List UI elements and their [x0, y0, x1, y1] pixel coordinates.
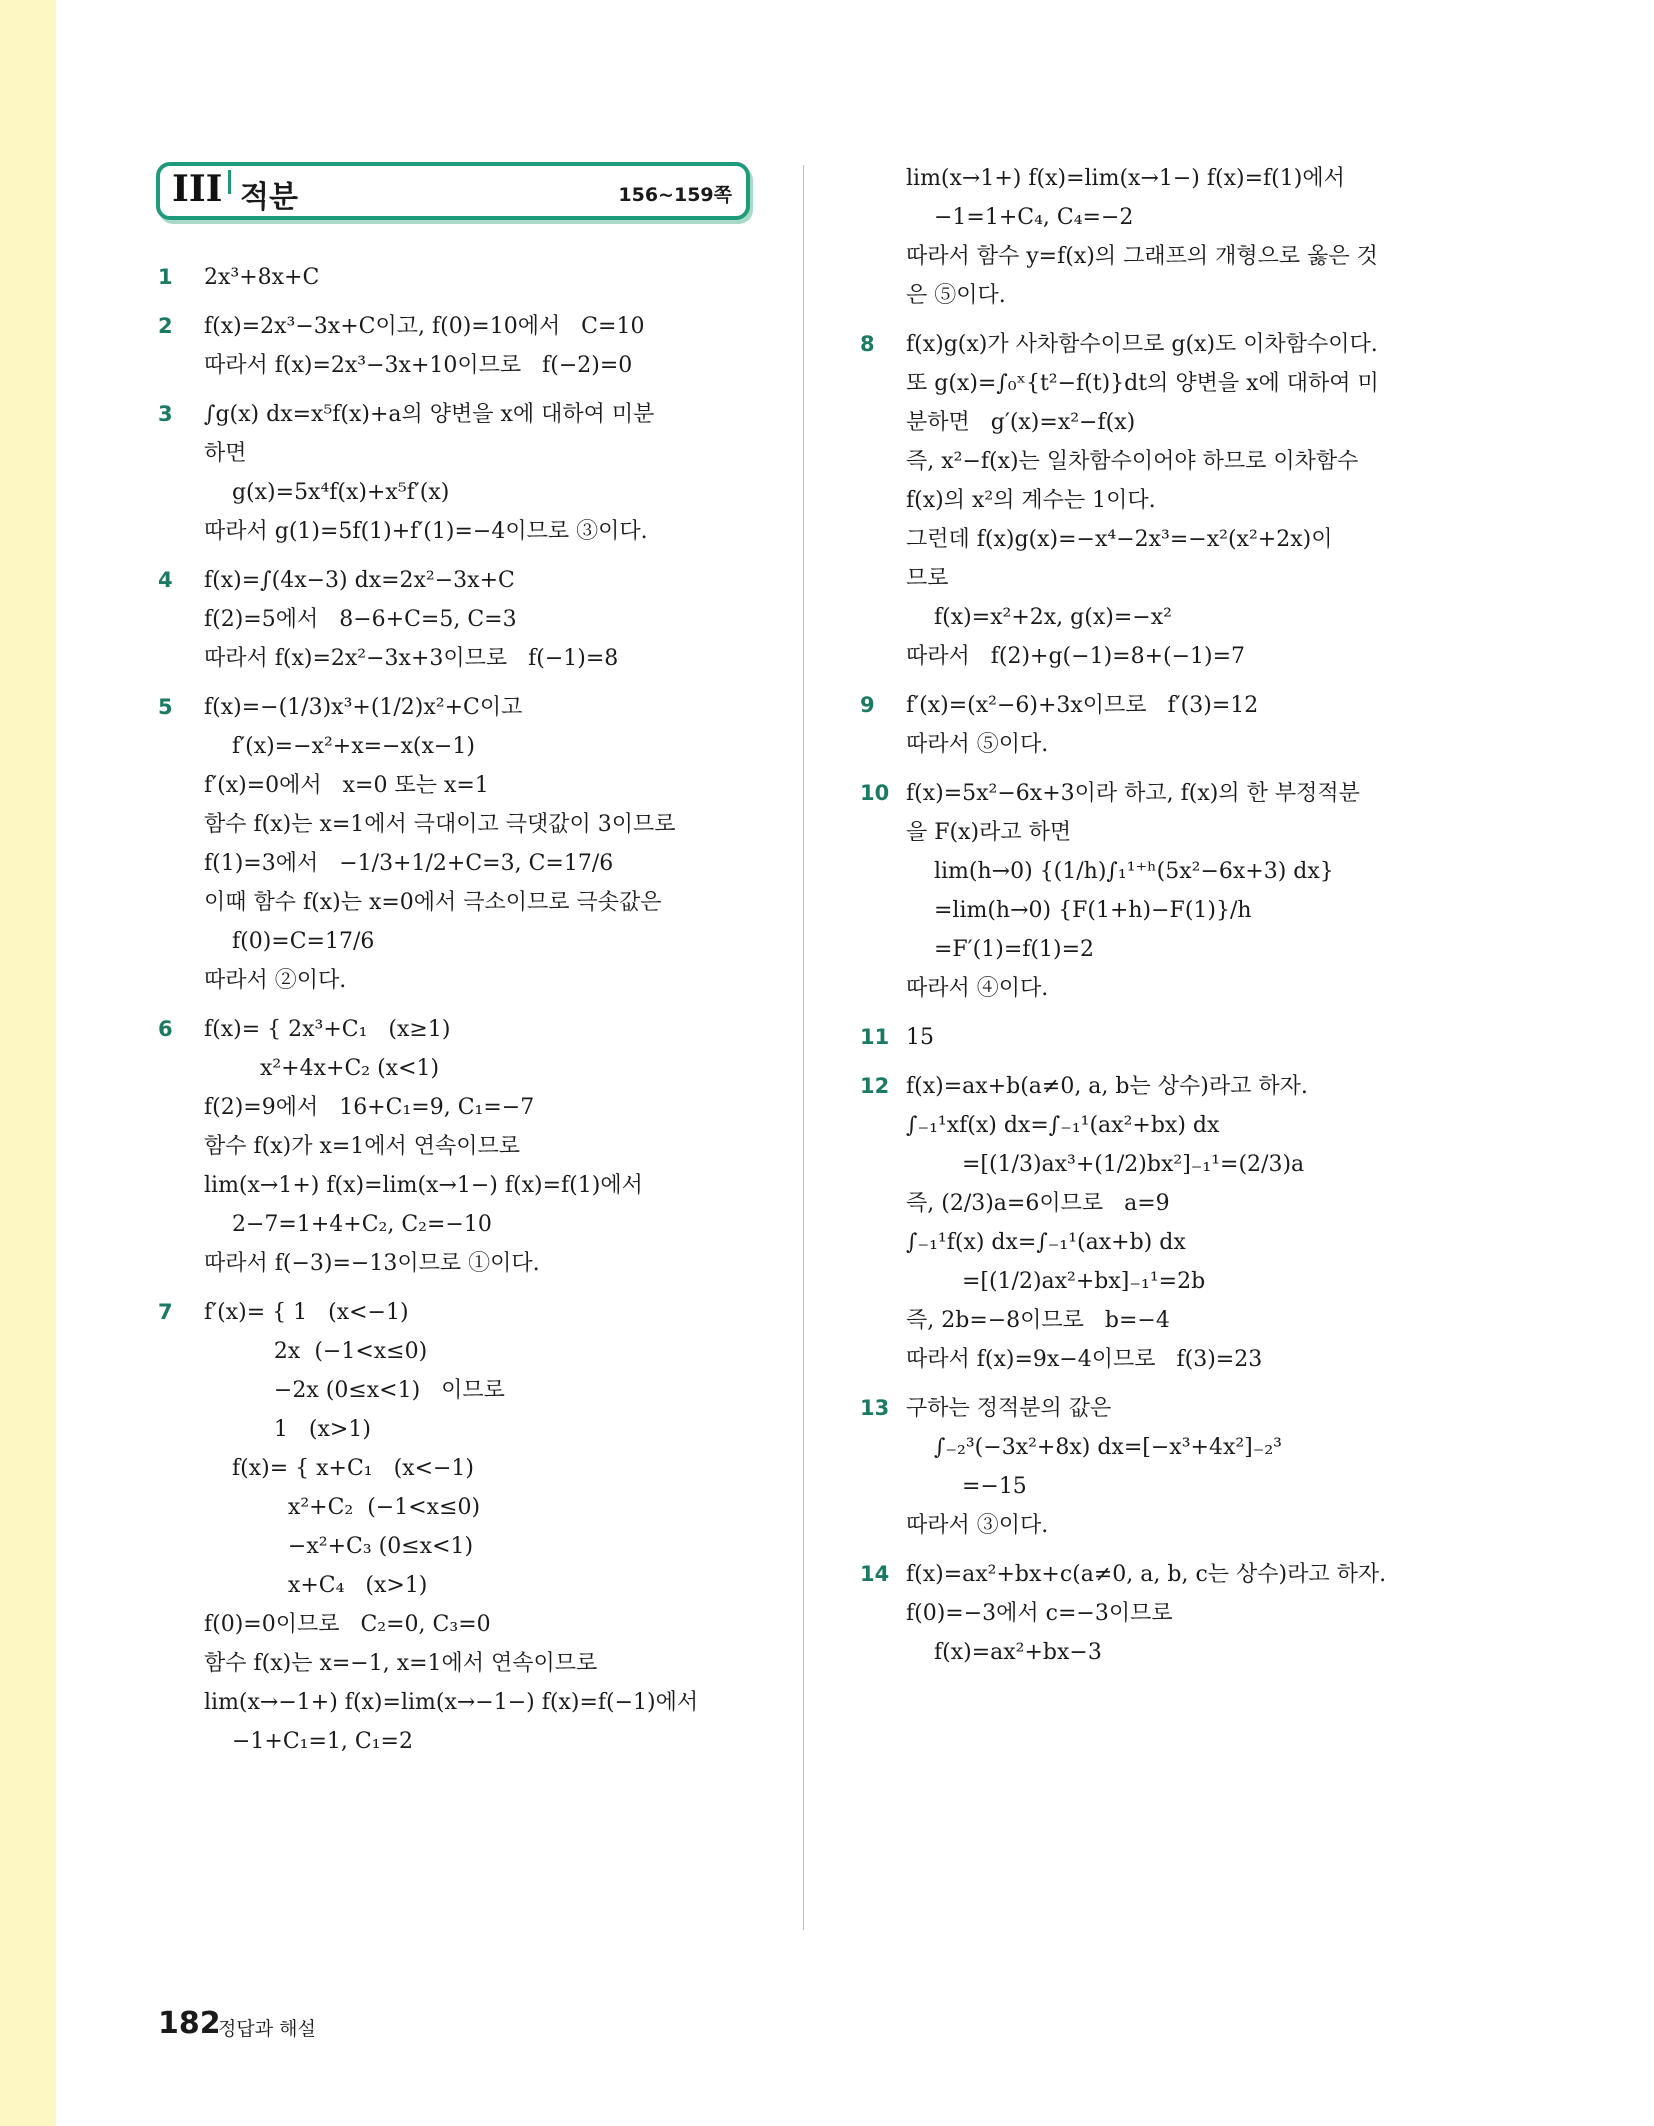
solution-line: 따라서 함수 y=f(x)의 그래프의 개형으로 옳은 것	[906, 244, 1378, 269]
solution-line: −2x (0≤x<1) 이므로	[204, 1378, 505, 1403]
solution-line: 따라서 ⑤이다.	[906, 732, 1049, 757]
solution-line: f(x)=x²+2x, g(x)=−x²	[906, 605, 1172, 630]
solution-line: 므로	[906, 566, 949, 591]
solution-line: 은 ⑤이다.	[906, 283, 1006, 308]
section-header	[156, 162, 750, 220]
solution-line: lim(x→1+) f(x)=lim(x→1−) f(x)=f(1)에서	[906, 166, 1345, 191]
left-column	[158, 258, 768, 1771]
solution-item	[158, 1010, 768, 1283]
solution-line: −x²+C₃ (0≤x<1)	[204, 1534, 474, 1559]
page-number: 182	[158, 2006, 221, 2041]
solution-line: 따라서 f(x)=2x³−3x+10이므로 f(−2)=0	[204, 353, 633, 378]
solution-number: 6	[158, 1017, 173, 1041]
solution-item	[860, 325, 1460, 676]
solution-line: 함수 f(x)가 x=1에서 연속이므로	[204, 1134, 521, 1159]
solution-line: 함수 f(x)는 x=−1, x=1에서 연속이므로	[204, 1651, 598, 1676]
solution-line: 따라서 ③이다.	[906, 1513, 1049, 1538]
solution-line: f(x)= { 2x³+C₁ (x≥1)	[204, 1017, 451, 1042]
solution-line: f(0)=C=17/6	[204, 929, 375, 954]
solution-item	[158, 258, 768, 297]
solution-line: 2x³+8x+C	[204, 265, 320, 290]
solution-item	[158, 395, 768, 551]
solution-line: =−15	[906, 1474, 1027, 1499]
solution-line: f′(x)=(x²−6)+3x이므로 f′(3)=12	[906, 693, 1259, 718]
solution-line: f(2)=9에서 16+C₁=9, C₁=−7	[204, 1095, 535, 1120]
solution-item	[158, 307, 768, 385]
solution-line: f(x)=−(1/3)x³+(1/2)x²+C이고	[204, 695, 523, 720]
solution-line: =F′(1)=f(1)=2	[906, 937, 1094, 962]
solution-number: 13	[860, 1396, 890, 1420]
solution-line: f(x)=5x²−6x+3이라 하고, f(x)의 한 부정적분	[906, 781, 1360, 806]
solution-line: ∫₋₂³(−3x²+8x) dx=[−x³+4x²]₋₂³	[906, 1435, 1282, 1460]
solution-line: ∫₋₁¹xf(x) dx=∫₋₁¹(ax²+bx) dx	[906, 1113, 1220, 1138]
solution-number: 5	[158, 695, 173, 719]
solution-number: 9	[860, 693, 875, 717]
solution-line: 따라서 f(x)=2x²−3x+3이므로 f(−1)=8	[204, 646, 619, 671]
solution-line: 2−7=1+4+C₂, C₂=−10	[204, 1212, 492, 1237]
right-column	[860, 159, 1460, 1682]
solution-line: f(x)=2x³−3x+C이고, f(0)=10에서 C=10	[204, 314, 645, 339]
solution-line: f(x)=ax+b(a≠0, a, b는 상수)라고 하자.	[906, 1074, 1308, 1099]
solution-item	[860, 1018, 1460, 1057]
solution-line: 즉, x²−f(x)는 일차함수이어야 하므로 이차함수	[906, 449, 1359, 474]
side-color-strip	[0, 0, 56, 2126]
solution-line: 또 g(x)=∫₀ˣ{t²−f(t)}dt의 양변을 x에 대하여 미	[906, 371, 1379, 396]
section-roman-numeral: III	[172, 168, 223, 210]
solution-line: f′(x)= { 1 (x<−1)	[204, 1300, 409, 1325]
solution-line: 따라서 f(2)+g(−1)=8+(−1)=7	[906, 644, 1246, 669]
solution-number: 8	[860, 332, 875, 356]
solution-line: f(x)의 x²의 계수는 1이다.	[906, 488, 1156, 513]
solution-line: f′(x)=0에서 x=0 또는 x=1	[204, 773, 489, 798]
solution-line: ∫g(x) dx=x⁵f(x)+a의 양변을 x에 대하여 미분	[204, 402, 655, 427]
solution-number: 1	[158, 265, 173, 289]
section-page-range: 156~159쪽	[618, 184, 732, 206]
solution-line: 따라서 g(1)=5f(1)+f′(1)=−4이므로 ③이다.	[204, 519, 648, 544]
solution-item	[860, 1389, 1460, 1545]
solution-line: ∫₋₁¹f(x) dx=∫₋₁¹(ax+b) dx	[906, 1230, 1186, 1255]
solution-line: x²+C₂ (−1<x≤0)	[204, 1495, 481, 1520]
solution-item	[860, 159, 1460, 315]
solution-item	[860, 1067, 1460, 1379]
solution-item	[158, 1293, 768, 1761]
solution-line: =[(1/3)ax³+(1/2)bx²]₋₁¹=(2/3)a	[906, 1152, 1305, 1177]
solution-item	[860, 774, 1460, 1008]
solution-line: 하면	[204, 441, 247, 466]
solution-line: f(x)g(x)가 사차함수이므로 g(x)도 이차함수이다.	[906, 332, 1378, 357]
solution-line: 을 F(x)라고 하면	[906, 820, 1072, 845]
solution-line: lim(x→1+) f(x)=lim(x→1−) f(x)=f(1)에서	[204, 1173, 643, 1198]
solution-line: 구하는 정적분의 값은	[906, 1396, 1112, 1421]
solution-line: =[(1/2)ax²+bx]₋₁¹=2b	[906, 1269, 1206, 1294]
solution-item	[158, 688, 768, 1000]
solution-line: 따라서 ④이다.	[906, 976, 1049, 1001]
solution-line: lim(h→0) {(1/h)∫₁¹⁺ʰ(5x²−6x+3) dx}	[906, 859, 1334, 884]
solution-line: x²+4x+C₂ (x<1)	[204, 1056, 440, 1081]
column-divider	[803, 165, 804, 1930]
solution-line: 2x (−1<x≤0)	[204, 1339, 428, 1364]
solution-line: f(x)=ax²+bx−3	[906, 1640, 1102, 1665]
solution-number: 11	[860, 1025, 890, 1049]
solution-line: 15	[906, 1025, 934, 1050]
solution-item	[860, 686, 1460, 764]
solution-line: 즉, (2/3)a=6이므로 a=9	[906, 1191, 1170, 1216]
solution-line: 따라서 ②이다.	[204, 968, 347, 993]
solution-line: 함수 f(x)는 x=1에서 극대이고 극댓값이 3이므로	[204, 812, 676, 837]
solution-line: 그런데 f(x)g(x)=−x⁴−2x³=−x²(x²+2x)이	[906, 527, 1333, 552]
solution-number: 7	[158, 1300, 173, 1324]
solution-line: f′(x)=−x²+x=−x(x−1)	[204, 734, 475, 759]
solution-line: 1 (x>1)	[204, 1417, 371, 1442]
solution-item	[860, 1555, 1460, 1672]
solution-line: f(x)= { x+C₁ (x<−1)	[204, 1456, 475, 1481]
section-title: 적분	[240, 180, 298, 215]
solution-line: 즉, 2b=−8이므로 b=−4	[906, 1308, 1170, 1333]
solution-line: lim(x→−1+) f(x)=lim(x→−1−) f(x)=f(−1)에서	[204, 1690, 699, 1715]
footer-label: 정답과 해설	[218, 2018, 316, 2040]
solution-line: f(x)=∫(4x−3) dx=2x²−3x+C	[204, 568, 515, 593]
solution-line: =lim(h→0) {F(1+h)−F(1)}/h	[906, 898, 1252, 923]
solution-number: 4	[158, 568, 173, 592]
solution-line: 따라서 f(−3)=−13이므로 ①이다.	[204, 1251, 540, 1276]
solution-line: f(2)=5에서 8−6+C=5, C=3	[204, 607, 517, 632]
solution-line: x+C₄ (x>1)	[204, 1573, 428, 1598]
solution-line: f(0)=−3에서 c=−3이므로	[906, 1601, 1173, 1626]
header-divider	[228, 170, 231, 194]
solution-number: 14	[860, 1562, 890, 1586]
solution-line: g(x)=5x⁴f(x)+x⁵f′(x)	[204, 480, 450, 505]
solution-number: 12	[860, 1074, 890, 1098]
solution-line: 분하면 g′(x)=x²−f(x)	[906, 410, 1136, 435]
solution-number: 10	[860, 781, 890, 805]
solution-number: 2	[158, 314, 173, 338]
solution-line: f(1)=3에서 −1/3+1/2+C=3, C=17/6	[204, 851, 614, 876]
solution-line: 이때 함수 f(x)는 x=0에서 극소이므로 극솟값은	[204, 890, 662, 915]
solution-line: −1=1+C₄, C₄=−2	[906, 205, 1134, 230]
solution-line: −1+C₁=1, C₁=2	[204, 1729, 413, 1754]
solution-item	[158, 561, 768, 678]
solution-line: f(0)=0이므로 C₂=0, C₃=0	[204, 1612, 491, 1637]
solution-line: f(x)=ax²+bx+c(a≠0, a, b, c는 상수)라고 하자.	[906, 1562, 1387, 1587]
solution-line: 따라서 f(x)=9x−4이므로 f(3)=23	[906, 1347, 1263, 1372]
solution-number: 3	[158, 402, 173, 426]
